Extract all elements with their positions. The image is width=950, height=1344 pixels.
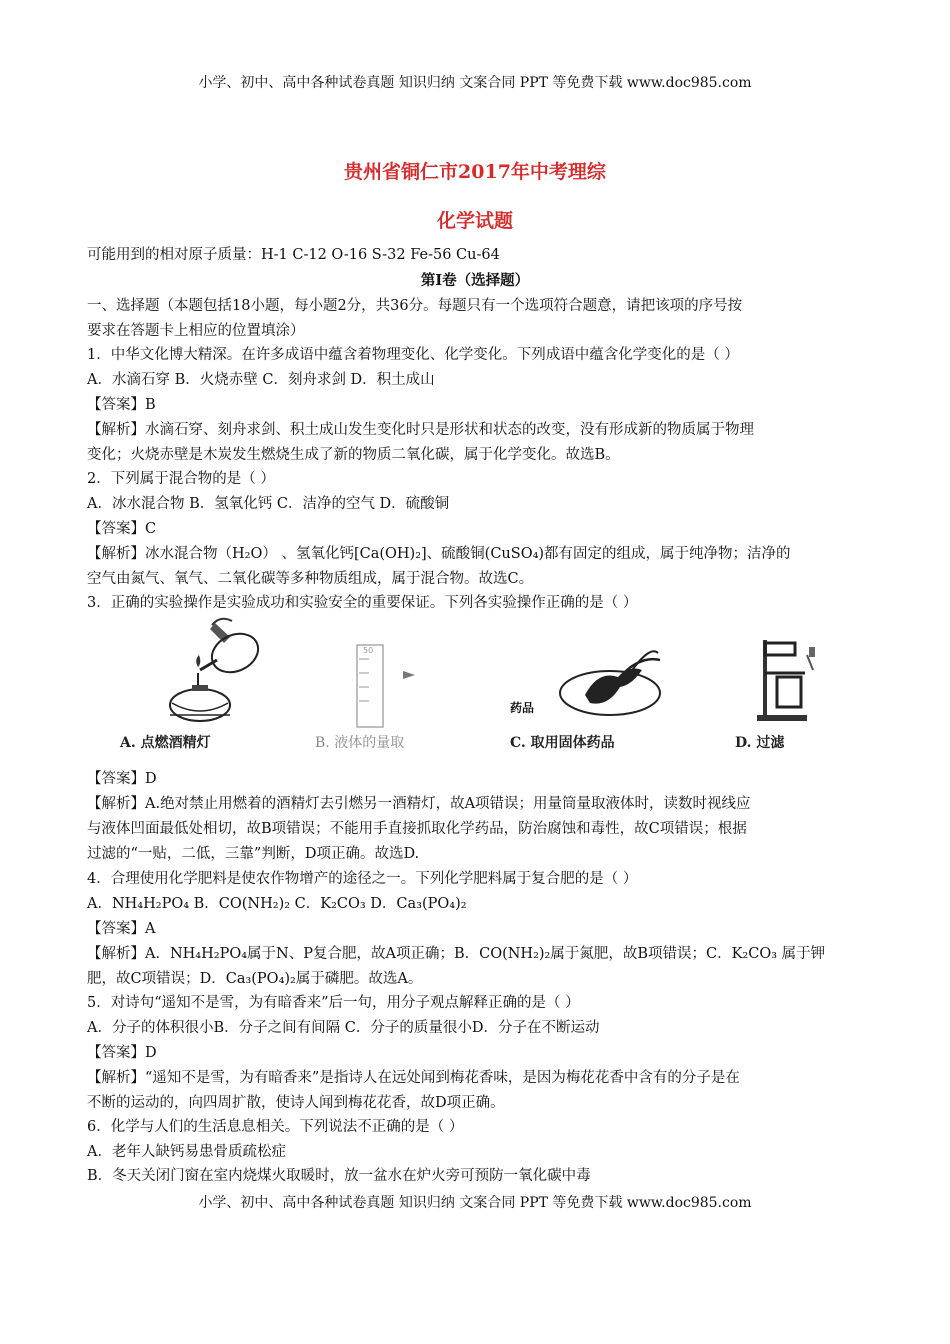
exam-subtitle: 化学试题 <box>436 210 513 232</box>
question-3-explanation-3: 过滤的“一贴，二低，三靠”判断，D项正确。故选D. <box>87 846 420 862</box>
question-2: 2．下列属于混合物的是（ ） <box>87 471 275 487</box>
instructions-line-2: 要求在答题卡上相应的位置填涂） <box>87 323 305 339</box>
question-5: 5．对诗句“遥知不是雪，为有暗香来”后一句，用分子观点解释正确的是（ ） <box>87 995 580 1011</box>
question-4-options: A．NH₄H₂PO₄ B．CO(NH₂)₂ C．K₂CO₃ D．Ca₃(PO₄)₂ <box>87 896 467 912</box>
question-2-options: A．冰水混合物 B．氢氧化钙 C．洁净的空气 D．硫酸铜 <box>87 496 450 512</box>
question-3-explanation-1: 【解析】A.绝对禁止用燃着的酒精灯去引燃另一酒精灯，故A项错误；用量筒量取液体时，读数时视线应 <box>87 796 751 812</box>
question-5-explanation-1: 【解析】“遥知不是雪，为有暗香来”是指诗人在远处闻到梅花香味，是因为梅花花香中含有的分子是在 <box>87 1070 740 1086</box>
figure-c-caption: C. 取用固体药品 <box>510 735 615 751</box>
figure-b-caption: B. 液体的量取 <box>315 735 405 751</box>
question-1: 1．中华文化博大精深。在许多成语中蕴含着物理变化、化学变化。下列成语中蕴含化学变化的是（ ） <box>87 347 739 363</box>
page-header: 小学、初中、高中各种试卷真题 知识归纳 文案合同 PPT 等免费下载 www.doc985.com <box>198 75 752 91</box>
question-1-options: A．水滴石穿 B．火烧赤壁 C．刻舟求剑 D．积土成山 <box>87 372 435 388</box>
graduated-cylinder-icon <box>315 615 465 730</box>
page-footer: 小学、初中、高中各种试卷真题 知识归纳 文案合同 PPT 等免费下载 www.doc985.com <box>198 1195 752 1211</box>
atomic-mass-line: 可能用到的相对原子质量：H-1 C-12 O-16 S-32 Fe-56 Cu-64 <box>87 247 500 263</box>
figure-d-caption: D. 过滤 <box>735 735 785 751</box>
question-2-answer: 【答案】C <box>87 521 157 537</box>
question-3: 3．正确的实验操作是实验成功和实验安全的重要保证。下列各实验操作正确的是（ ） <box>87 595 638 611</box>
question-2-explanation-2: 空气由氮气、氧气、二氧化碳等多种物质组成，属于混合物。故选C。 <box>87 571 534 587</box>
question-4: 4．合理使用化学肥料是使农作物增产的途径之一。下列化学肥料属于复合肥的是（ ） <box>87 871 638 887</box>
hand-grabbing-icon <box>510 615 685 730</box>
figure-d-filtration <box>735 615 845 760</box>
question-6: 6．化学与人们的生活息息相关。下列说法不正确的是（ ） <box>87 1119 464 1135</box>
question-5-explanation-2: 不断的运动的，向四周扩散，使诗人闻到梅花花香，故D项正确。 <box>87 1095 505 1111</box>
figure-a-caption: A. 点燃酒精灯 <box>120 735 211 751</box>
question-4-explanation-1: 【解析】A．NH₄H₂PO₄属于N、P复合肥，故A项正确；B．CO(NH₂)₂属于氮肥，故B项错误；C．K₂CO₃ 属于钾 <box>87 946 826 962</box>
figure-b-graduated-cylinder <box>315 615 465 760</box>
question-6-option-b: B．冬天关闭门窗在室内烧煤火取暖时，放一盆水在炉火旁可预防一氧化碳中毒 <box>87 1168 591 1184</box>
exam-title: 贵州省铜仁市2017年中考理综 <box>344 161 606 183</box>
figure-c-solid-reagent <box>510 615 685 760</box>
question-1-answer: 【答案】B <box>87 397 156 413</box>
alcohol-lamp-icon <box>120 615 280 730</box>
question-6-option-a: A．老年人缺钙易患骨质疏松症 <box>87 1144 286 1160</box>
question-5-options: A．分子的体积很小B．分子之间有间隔 C．分子的质量很小D．分子在不断运动 <box>87 1020 600 1036</box>
question-4-answer: 【答案】A <box>87 921 156 937</box>
svg-text:50: 50 <box>363 646 374 655</box>
filtration-apparatus-icon <box>735 615 845 730</box>
question-5-answer: 【答案】D <box>87 1045 157 1061</box>
instructions-line-1: 一、选择题（本题包括18小题，每小题2分，共36分。每题只有一个选项符合题意，请把该项的序号按 <box>87 298 743 314</box>
question-4-explanation-2: 肥，故C项错误；D．Ca₃(PO₄)₂属于磷肥。故选A。 <box>87 971 423 987</box>
question-1-explanation-2: 变化；火烧赤壁是木炭发生燃烧生成了新的物质二氧化碳，属于化学变化。故选B。 <box>87 447 620 463</box>
question-1-explanation-1: 【解析】水滴石穿、刻舟求剑、积土成山发生变化时只是形状和状态的改变，没有形成新的物质属于物理 <box>87 422 754 438</box>
question-3-explanation-2: 与液体凹面最低处相切，故B项错误；不能用手直接抓取化学药品，防治腐蚀和毒性，故C项错误；根据 <box>87 821 747 837</box>
figure-a-alcohol-lamp <box>120 615 280 760</box>
question-3-figures <box>110 615 840 760</box>
question-2-explanation-1: 【解析】冰水混合物（H₂O） 、氢氧化钙[Ca(OH)₂]、硫酸铜(CuSO₄)都有固定的组成，属于纯净物；洁净的 <box>87 546 791 562</box>
figure-c-label: 药品 <box>510 701 535 715</box>
question-3-answer: 【答案】D <box>87 771 157 787</box>
section-heading: 第Ⅰ卷（选择题） <box>420 272 530 289</box>
